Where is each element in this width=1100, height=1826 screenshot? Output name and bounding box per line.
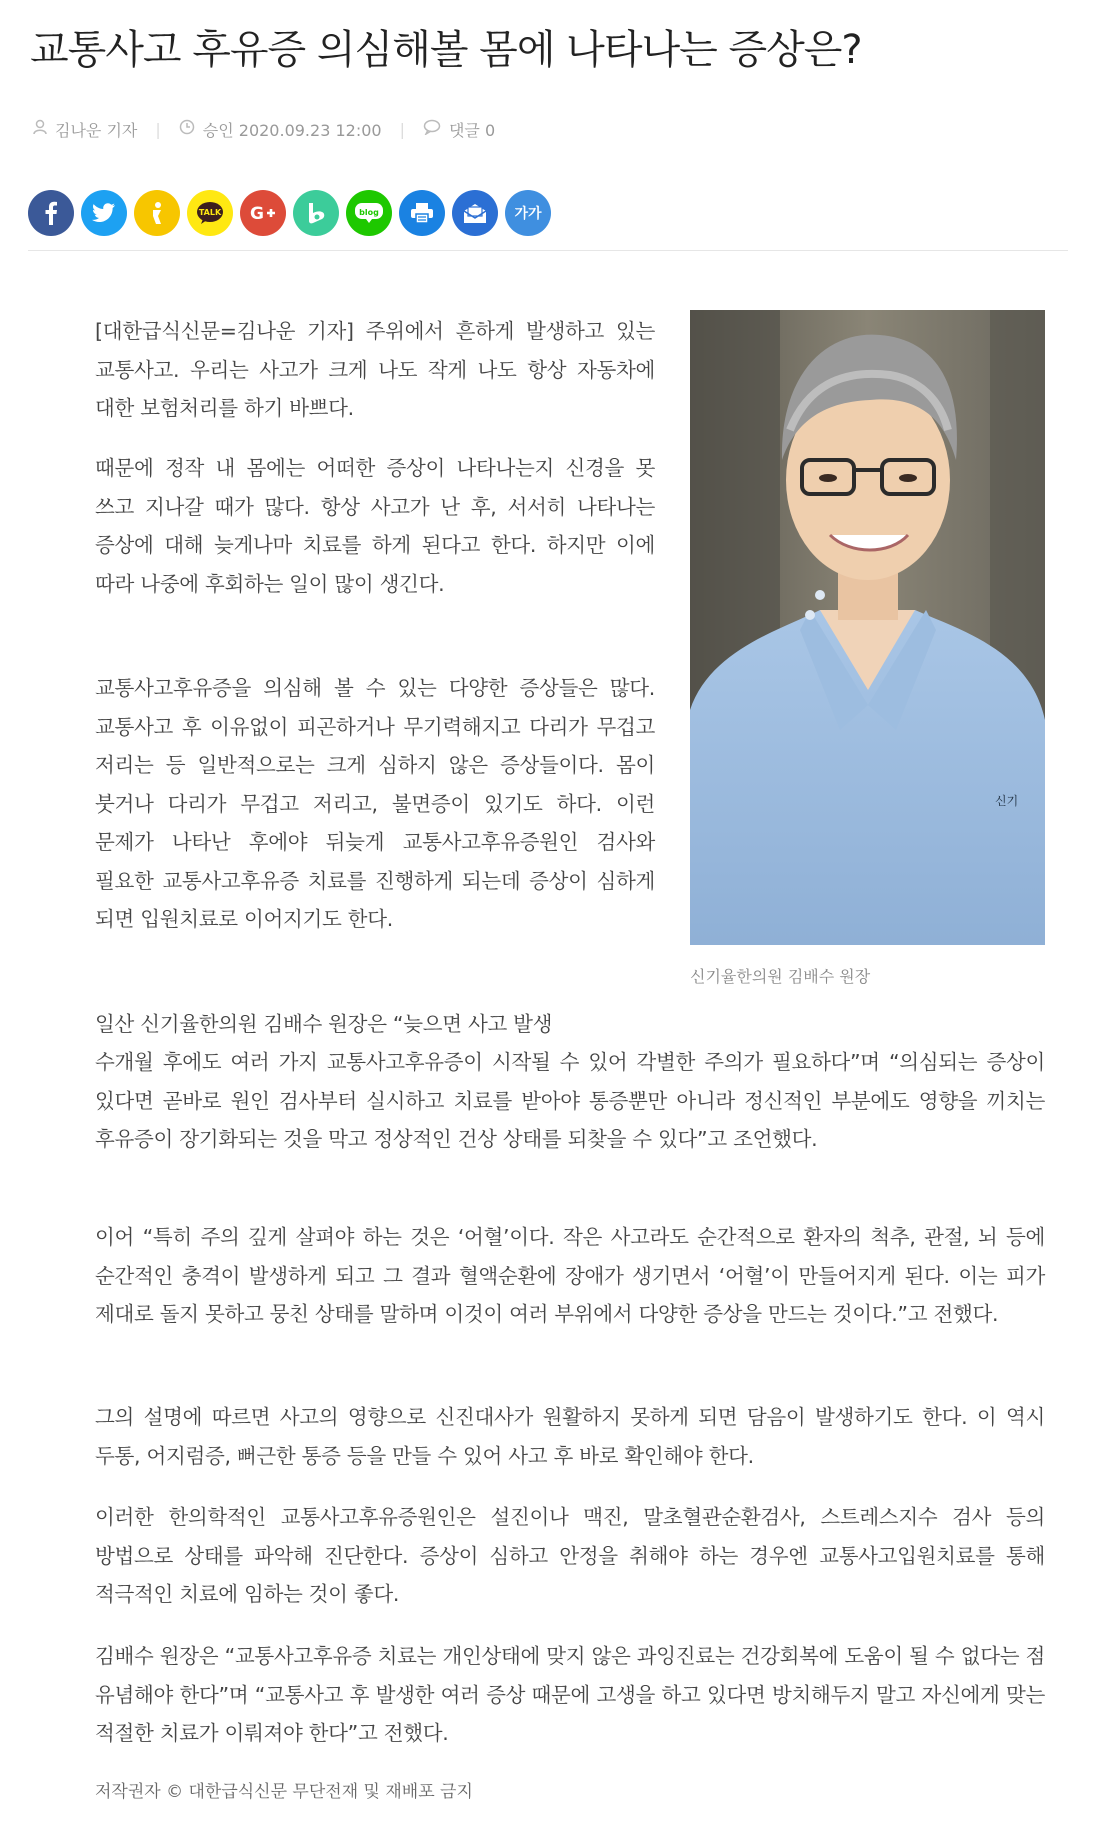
- comment-icon: [423, 119, 441, 139]
- share-bar: [28, 190, 551, 236]
- font-size-label: 가가: [514, 206, 542, 222]
- band-icon: [305, 201, 327, 225]
- google-plus-icon: [250, 204, 276, 222]
- svg-text:blog: blog: [359, 208, 379, 217]
- twitter-share-button[interactable]: [81, 190, 127, 236]
- copyright-notice: 저작권자 © 대한급식신문 무단전재 및 재배포 금지: [95, 1782, 473, 1802]
- paragraph-2: 때문에 정작 내 몸에는 어떠한 증상이 나타나는지 신경을 못 쓰고 지나갈 때가 많다. 항상 사고가 난 후, 서서히 나타나는 증상에 대해 늦게나마 치료를 하게 된다고 한다. 하지만 이에 따라 나중에 후회하는 일이 많이 생긴다.: [95, 456, 655, 596]
- comments-count: 댓글 0: [448, 120, 496, 140]
- photo-caption: 신기율한의원 김배수 원장: [690, 967, 871, 986]
- author: [33, 118, 137, 141]
- svg-text:신기: 신기: [995, 794, 1019, 808]
- naver-blog-share-button[interactable]: [346, 190, 392, 236]
- email-share-button[interactable]: [452, 190, 498, 236]
- paragraph-6: 그의 설명에 따르면 사고의 영향으로 신진대사가 원활하지 못하게 되면 담음이 발생하기도 한다. 이 역시 두통, 어지럼증, 뻐근한 통증 등을 만들 수 있어 사고 후 바로 확인해야 한다.: [95, 1405, 1045, 1468]
- kakaostory-icon: [150, 201, 164, 225]
- paragraph-3: 교통사고후유증을 의심해 볼 수 있는 다양한 증상들은 많다. 교통사고 후 이유없이 피곤하거나 무기력해지고 다리가 무겁고 저리는 등 일반적으로는 크게 심하지 않은 증상들이다. 몸이 붓거나 다리가 무겁고 저리고, 불면증이 있기도 하다. 이런 문제가 나타난 후에야 뒤늦게 교통사고후유증원인 검사와 필요한 교통사고후유증 치료를 진행하게 되는데 증상이 심하게 되면 입원치료로 이어지기도 한다.: [95, 676, 655, 931]
- svg-text:TALK: TALK: [198, 208, 222, 217]
- comments-link[interactable]: [423, 118, 495, 141]
- paragraph-7: 이러한 한의학적인 교통사고후유증원인은 설진이나 맥진, 말초혈관순환검사, 스트레스지수 검사 등의 방법으로 상태를 파악해 진단한다. 증상이 심하고 안정을 취해야 하는 경우엔 교통사고입원치료를 통해 적극적인 치료에 임하는 것이 좋다.: [95, 1505, 1045, 1606]
- facebook-share-button[interactable]: [28, 190, 74, 236]
- kakaostory-share-button[interactable]: [134, 190, 180, 236]
- kakaotalk-icon: [195, 201, 225, 225]
- meta-divider: |: [155, 119, 161, 139]
- twitter-icon: [92, 203, 116, 223]
- google-plus-share-button[interactable]: [240, 190, 286, 236]
- band-share-button[interactable]: [293, 190, 339, 236]
- email-icon: [462, 202, 488, 224]
- approved-time: [179, 118, 382, 141]
- paragraph-8: 김배수 원장은 “교통사고후유증 치료는 개인상태에 맞지 않은 과잉진료는 건강회복에 도움이 될 수 없다는 점 유념해야 한다”며 “교통사고 후 발생한 여러 증상 때문에 고생을 하고 있다면 방치해두지 말고 자신에게 맞는 적절한 치료가 이뤄져야 한다”고 전했다.: [95, 1644, 1045, 1745]
- blog-icon: [354, 202, 384, 224]
- user-icon: [33, 119, 47, 139]
- print-icon: [410, 202, 434, 224]
- author-name: 김나운 기자: [55, 120, 138, 140]
- article-title: 교통사고 후유증 의심해볼 몸에 나타나는 증상은?: [30, 27, 862, 73]
- paragraph-4: 수개월 후에도 여러 가지 교통사고후유증이 시작될 수 있어 각별한 주의가 필요하다”며 “의심되는 증상이 있다면 곧바로 원인 검사부터 실시하고 치료를 받아야 통증뿐만 아니라 정신적인 부분에도 영향을 끼치는 후유증이 장기화되는 것을 막고 정상적인 건상 상태를 되찾을 수 있다”고 조언했다.: [95, 1050, 1045, 1151]
- approved-text: 승인 2020.09.23 12:00: [202, 120, 382, 140]
- font-size-button[interactable]: [505, 190, 551, 236]
- doctor-portrait-image: [690, 310, 1045, 945]
- meta-divider: |: [399, 119, 405, 139]
- paragraph-1: [대한급식신문=김나운 기자] 주위에서 흔하게 발생하고 있는 교통사고. 우리는 사고가 크게 나도 작게 나도 항상 자동차에 대한 보험처리를 하기 바쁘다.: [95, 319, 655, 420]
- kakaotalk-share-button[interactable]: [187, 190, 233, 236]
- facebook-icon: [44, 201, 58, 225]
- article-photo: [690, 310, 1045, 945]
- paragraph-5: 이어 “특히 주의 깊게 살펴야 하는 것은 ‘어혈’이다. 작은 사고라도 순간적으로 환자의 척추, 관절, 뇌 등에 순간적인 충격이 발생하게 되고 그 결과 혈액순환에 장애가 생기면서 ‘어혈’이 만들어지게 된다. 이는 피가 제대로 돌지 못하고 뭉친 상태를 말하며 이것이 여러 부위에서 다양한 증상을 만드는 것이다.”고 전했다.: [95, 1225, 1045, 1326]
- svg-text:G: G: [250, 204, 264, 222]
- article-meta: [33, 116, 495, 142]
- paragraph-4-line-1: 일산 신기율한의원 김배수 원장은 “늦으면 사고 발생: [95, 1012, 553, 1036]
- print-button[interactable]: [399, 190, 445, 236]
- clock-icon: [179, 119, 195, 139]
- header-divider: [28, 250, 1068, 251]
